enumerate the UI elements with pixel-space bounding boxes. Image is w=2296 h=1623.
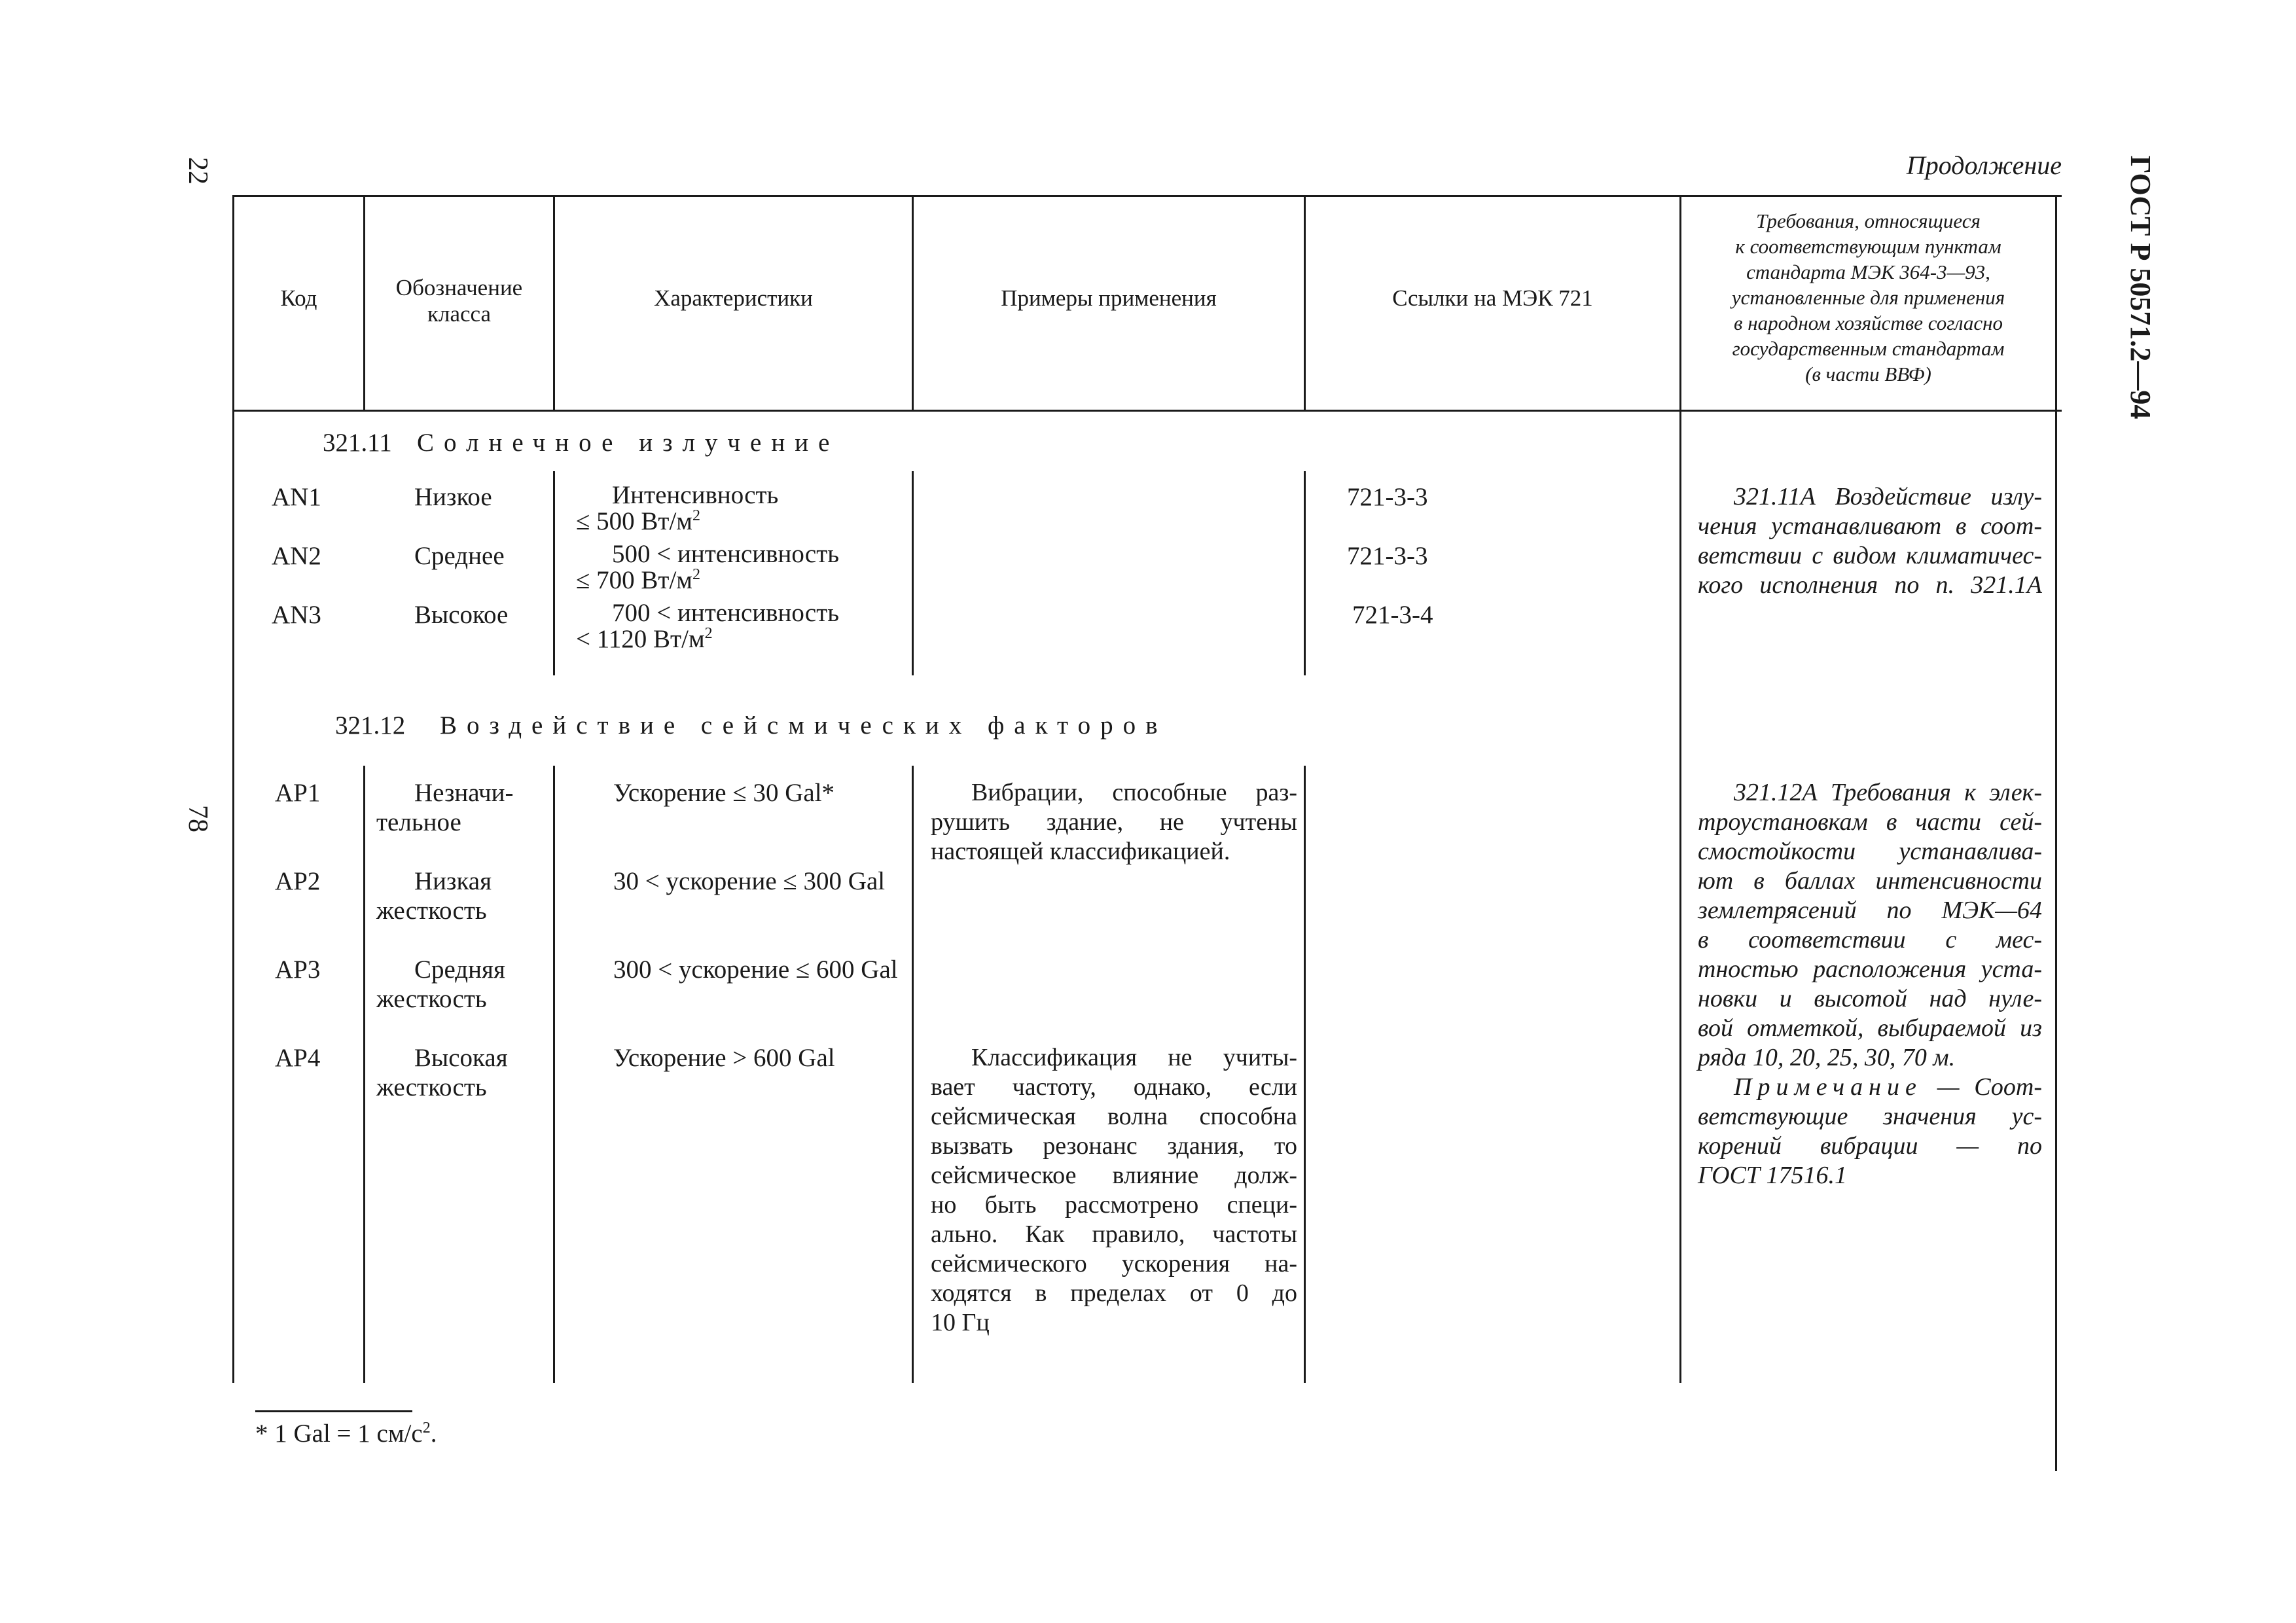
s2-requirement: 321.12А Требования к элек- троустановкам в части сей- смостойкости устанавлива- ют в баллах интенсивности землетрясений по МЭК—64 в соответствии с мес- тностью расположения уста- новки и высотой над нуле- вой отметкой, выбираемой из ряда 10, 20, 25, 30, 70 м. Примечание — Соот- ветствующие значения ус- корений вибрации — по ГОСТ 17516.1 <box>1698 779 2042 1189</box>
header-application-examples: Примеры применения <box>1001 285 1217 311</box>
footnote: * 1 Gal = 1 $см/с^2$. <box>255 1419 437 1448</box>
s1-row3-code: AN3 <box>272 601 321 629</box>
s2-divider-3 <box>912 766 914 1383</box>
s1-row3-class: Высокое <box>414 601 509 629</box>
header-characteristics: Характеристики <box>654 285 813 311</box>
s1-row2-code: AN2 <box>272 542 321 570</box>
table-right-border <box>2055 195 2057 1471</box>
s2-row4-code: AP4 <box>275 1044 321 1072</box>
s1-row2-char: 500 < интенсивность ≤ 700 $Вт/м^2$ <box>576 540 840 594</box>
s2-example-1: Вибрации, способные раз- рушить здание, не учтены настоящей классификацией. <box>931 779 1297 865</box>
note-label: Примечание <box>1734 1073 1922 1101</box>
s2-example-2: Классификация не учиты- вает частоту, однако, если сейсмическая волна способна вызвать резонанс здания, то сейсмическое влияние долж- но быть рассмотрено специ- ально. Как правило, частоты сейсмического ускорения на- ходятся в пределах от 0 до 10 Гц <box>931 1044 1297 1336</box>
s2-row3-char: 300 < ускорение ≤ 600 Gal <box>613 955 898 984</box>
s2-row4-class: Высокая жесткость <box>376 1044 508 1101</box>
header-bottom-border <box>232 410 2062 412</box>
header-iec-references: Ссылки на МЭК 721 <box>1392 285 1593 311</box>
table-top-border <box>232 195 2062 197</box>
section-1-number: 321.11 <box>323 429 392 457</box>
table-left-border <box>232 195 234 1383</box>
s1-requirement: 321.11А Воздействие излу- чения устанавливают в соот- ветствии с видом климатичес- кого исполнения по п. 321.1А <box>1698 483 2042 599</box>
header-code: Код <box>280 285 317 311</box>
s2-divider-1 <box>363 766 365 1383</box>
s2-divider-4 <box>1304 766 1306 1383</box>
section-1-title: Солнечное излучение <box>417 429 840 457</box>
s2-row1-char: Ускорение ≤ 30 Gal* <box>613 779 835 807</box>
header-class-designation: Обозначение класса <box>395 275 523 327</box>
s1-row3-ref: 721-3-4 <box>1352 601 1433 629</box>
s2-row3-code: AP3 <box>275 955 321 984</box>
section-2-title: Воздействие сейсмических факторов <box>440 711 1168 740</box>
s1-row1-code: AN1 <box>272 483 321 511</box>
s2-divider-2 <box>553 766 555 1383</box>
s2-row2-char: 30 < ускорение ≤ 300 Gal <box>613 867 886 895</box>
standard-designation: ГОСТ Р 50571.2—94 <box>2125 155 2157 419</box>
section-2-number: 321.12 <box>335 711 406 740</box>
s1-row1-char: Интенсивность ≤ 500 $Вт/м^2$ <box>576 481 779 535</box>
s2-row1-code: AP1 <box>275 779 321 807</box>
s1-divider-3 <box>912 471 914 675</box>
s1-divider-2 <box>553 471 555 675</box>
header-requirements: Требования, относящиеся к соответствующим пунктам стандарта МЭК 364-3—93, установленные для применения в народном хозяйстве согласно государственным стандартам (в части ВВФ) <box>1731 209 2005 385</box>
page-number-outer: 22 <box>183 157 213 185</box>
footnote-rule <box>255 1410 412 1412</box>
s1-row2-ref: 721-3-3 <box>1347 542 1428 570</box>
s2-row4-char: Ускорение > 600 Gal <box>613 1044 835 1072</box>
s2-row2-class: Низкая жесткость <box>376 867 492 925</box>
s2-row3-class: Средняя жесткость <box>376 955 505 1013</box>
continuation-label: Продолжение <box>1906 151 2062 180</box>
s1-row1-ref: 721-3-3 <box>1347 483 1428 511</box>
s2-row1-class: Незначи- тельное <box>376 779 514 836</box>
s1-row2-class: Среднее <box>414 542 505 570</box>
s1-row3-char: 700 < интенсивность < 1120 $Вт/м^2$ <box>576 599 840 653</box>
s1-divider-4 <box>1304 471 1306 675</box>
s2-row2-code: AP2 <box>275 867 321 895</box>
page-number-inner: 78 <box>183 805 213 832</box>
s1-row1-class: Низкое <box>414 483 492 511</box>
